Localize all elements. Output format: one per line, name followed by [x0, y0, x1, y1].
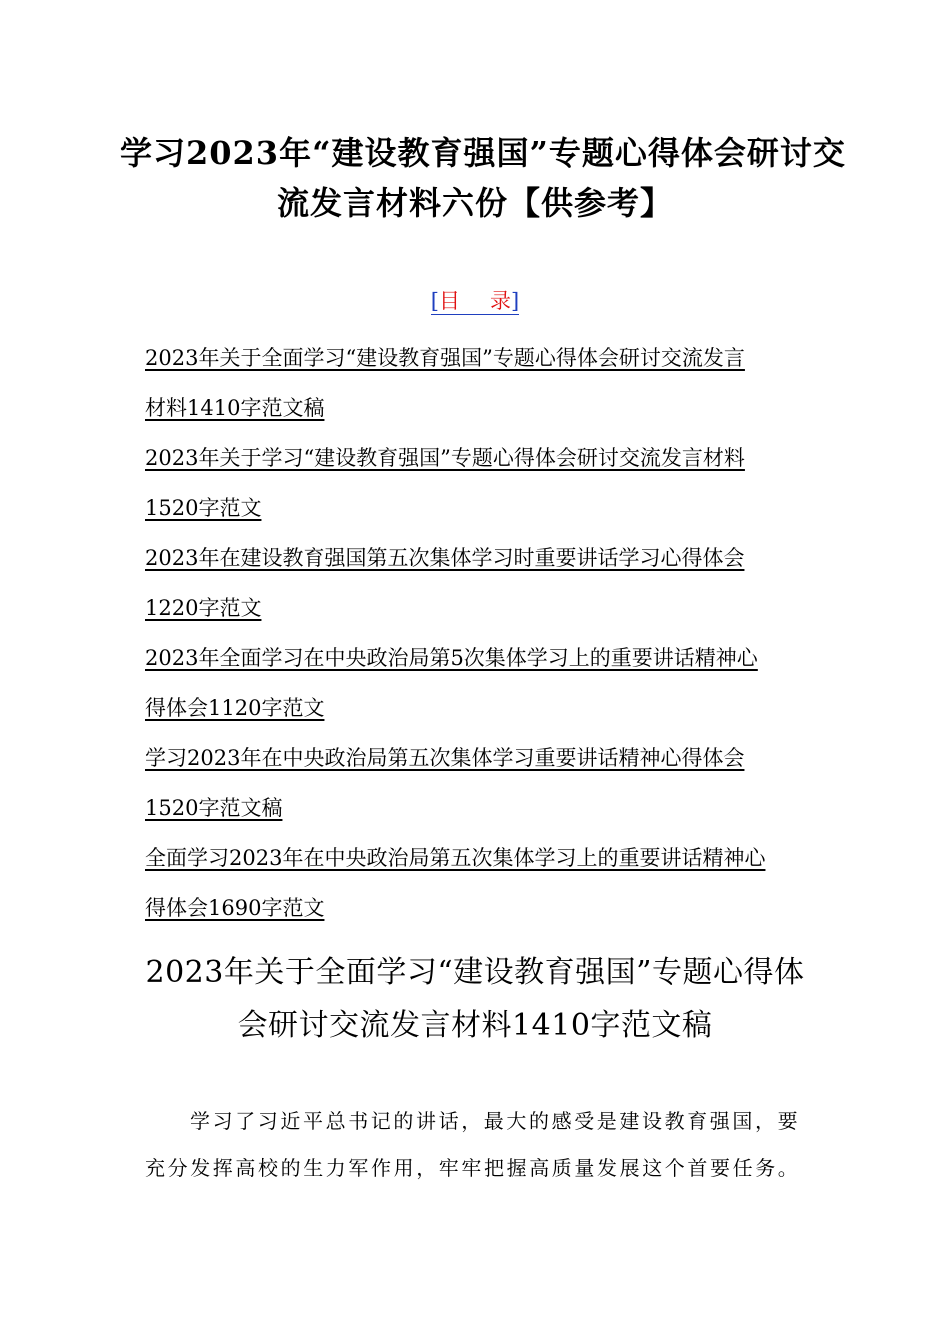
toc-item-6[interactable]	[145, 833, 825, 933]
toc-word-1: 目	[439, 289, 460, 313]
toc-bracket-open: [	[430, 289, 439, 313]
toc-item-6-line-1: 全面学习2023年在中央政治局第五次集体学习上的重要讲话精神心	[145, 846, 766, 870]
document-title-line-2: 流发言材料六份【供参考】	[276, 184, 673, 222]
body-line-1: 学习了习近平总书记的讲话，最大的感受是建设教育强国，要	[190, 1109, 801, 1133]
toc-list	[145, 333, 825, 933]
section-title	[120, 946, 830, 1052]
document-title-line-1: 学习2023年“建设教育强国”专题心得体会研讨交	[120, 134, 846, 172]
section-title-line-1: 2023年关于全面学习“建设教育强国”专题心得体	[145, 955, 805, 990]
section-title-line-2: 会研讨交流发言材料1410字范文稿	[237, 1008, 713, 1043]
toc-item-4-line-2: 得体会1120字范文	[145, 696, 325, 720]
toc-item-1[interactable]	[145, 333, 825, 433]
toc-bracket-close: ]	[511, 289, 520, 313]
toc-item-5[interactable]	[145, 733, 825, 833]
document-title	[120, 128, 846, 228]
toc-item-3-line-1: 2023年在建设教育强国第五次集体学习时重要讲话学习心得体会	[145, 546, 745, 570]
body-paragraph	[145, 1098, 810, 1192]
toc-item-2[interactable]	[145, 433, 825, 533]
toc-item-4[interactable]	[145, 633, 825, 733]
toc-item-4-line-1: 2023年全面学习在中央政治局第5次集体学习上的重要讲话精神心	[145, 646, 758, 670]
toc-item-5-line-2: 1520字范文稿	[145, 796, 283, 820]
toc-item-2-line-1: 2023年关于学习“建设教育强国”专题心得体会研讨交流发言材料	[145, 446, 745, 470]
toc-item-2-line-2: 1520字范文	[145, 496, 262, 520]
toc-item-3[interactable]	[145, 533, 825, 633]
toc-item-1-line-1: 2023年关于全面学习“建设教育强国”专题心得体会研讨交流发言	[145, 346, 745, 370]
toc-item-3-line-2: 1220字范文	[145, 596, 262, 620]
toc-item-6-line-2: 得体会1690字范文	[145, 896, 325, 920]
toc-item-5-line-1: 学习2023年在中央政治局第五次集体学习重要讲话精神心得体会	[145, 746, 745, 770]
toc-heading[interactable]	[0, 287, 950, 315]
body-line-2: 充分发挥高校的生力军作用，牢牢把握高质量发展这个首要任务。	[145, 1156, 801, 1180]
toc-heading-link[interactable]	[431, 289, 519, 315]
toc-item-1-line-2: 材料1410字范文稿	[145, 396, 325, 420]
toc-word-2: 录	[490, 289, 511, 313]
